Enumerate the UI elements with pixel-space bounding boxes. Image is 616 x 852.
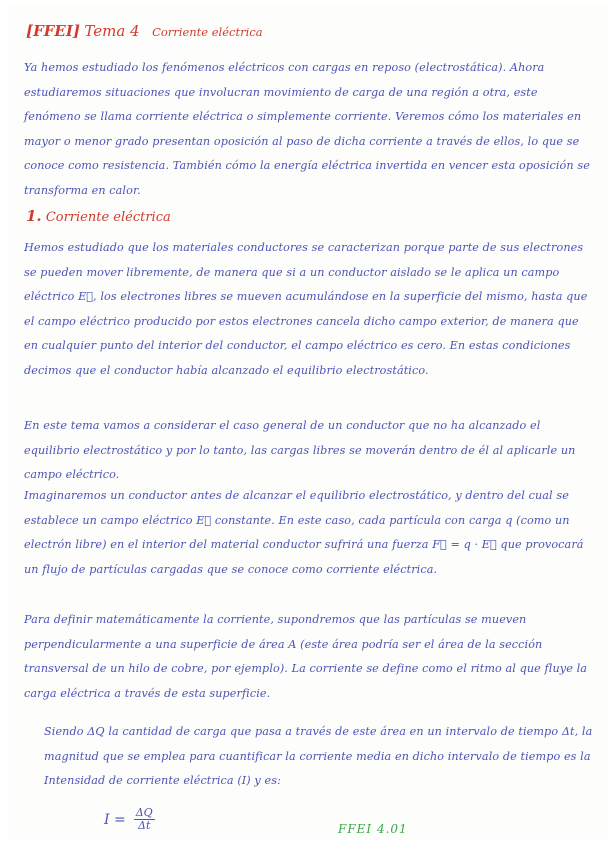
- formula-numerator: ΔQ: [135, 806, 153, 819]
- handwritten-notes-page: [8, 4, 608, 840]
- paragraph-intensity: Siendo ΔQ la cantidad de carga que pasa a través de este área en un intervalo de tiempo Δt, la magnitud que se emplea para cuantificar la corriente media en dicho intervalo de tiempo es la Intensidad de corriente eléctrica (I) y es:: [44, 725, 593, 787]
- topic-subtitle: Corriente eléctrica: [152, 25, 263, 39]
- page-number-footer: FFEI 4.01: [338, 822, 408, 836]
- paragraph-general-case: En este tema vamos a considerar el caso general de un conductor que no ha alcanzado el equilibrio electrostático y por lo tanto, las cargas libres se moverán dentro de él al aplicarle un campo eléctrico.: [24, 419, 576, 481]
- page-title: [26, 22, 263, 40]
- current-formula: [104, 807, 155, 832]
- intro-paragraph: Ya hemos estudiado los fenómenos eléctricos con cargas en reposo (electrostática). Ahora estudiaremos situaciones que involucran movimiento de carga de una región a otra, este fenómeno se llama corriente eléctrica o simplemente corriente. Veremos cómo los materiales en mayor o menor grado presentan oposición al paso de dicha corriente a través de ellos, lo que se conoce como resistencia. También cómo la energía eléctrica invertida en vencer esta oposición se transforma en calor.: [24, 61, 590, 197]
- formula-fraction: [134, 807, 155, 832]
- formula-denominator: Δt: [138, 819, 151, 832]
- section-heading: [26, 207, 171, 225]
- topic-label: Tema 4: [84, 22, 140, 40]
- paragraph-definition: Para definir matemáticamente la corriente, supondremos que las partículas se mueven perpendicularmente a una superficie de área A (este área podría ser el área de la sección transversal de un hilo de cobre, por ejemplo). La corriente se define como el ritmo al que fluye la carga eléctrica a través de esta superficie.: [24, 613, 588, 700]
- course-code: [FFEI]: [26, 22, 80, 40]
- paragraph-conductors: Hemos estudiado que los materiales conductores se caracterizan porque parte de sus electrones se pueden mover libremente, de manera que si a un conductor aislado se le aplica un campo eléctrico E⃗, los electrones libres se mueven acumulándose en la superficie del mismo, hasta que el campo eléctrico producido por estos electrones cancela dicho campo exterior, de manera que en cualquier punto del interior del conductor, el campo eléctrico es cero. En estas condiciones decimos que el conductor había alcanzado el equilibrio electrostático.: [24, 241, 588, 377]
- formula-lhs: I =: [104, 811, 126, 828]
- section-title: Corriente eléctrica: [45, 210, 171, 225]
- paragraph-electric-field: Imaginaremos un conductor antes de alcanzar el equilibrio electrostático, y dentro del cual se establece un campo eléctrico E⃗ constante. En este caso, cada partícula con carga q (como un electrón libre) en el interior del material conductor sufrirá una fuerza F⃗ = q · E⃗ que provocará un flujo de partículas cargadas que se conoce como corriente eléctrica.: [24, 489, 584, 576]
- section-number: 1.: [26, 207, 42, 225]
